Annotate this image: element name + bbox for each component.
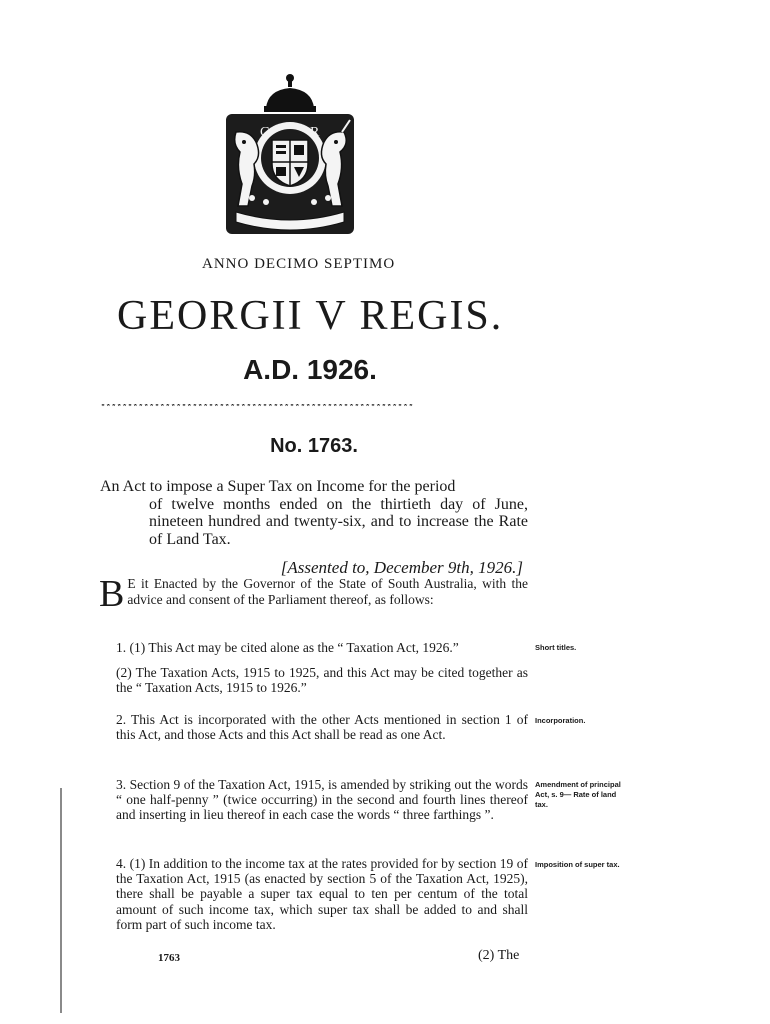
section-text: 3. Section 9 of the Taxation Act, 1915, is amended by striking out the words “ one half-penny ” (twice occurring) in the second and fourth lines thereof and inserting in lieu thereof in each case the words “ three farthings ”.: [116, 777, 528, 823]
section-text: 1. (1) This Act may be cited alone as the “ Taxation Act, 1926.”: [116, 640, 459, 655]
monarch-title: GEORGII V REGIS.: [117, 293, 504, 339]
monogram-r: R: [310, 125, 320, 140]
margin-note-short-titles: Short titles.: [535, 643, 577, 652]
long-title-first-line: An Act to impose a Super Tax on Income for the period: [100, 478, 456, 495]
monogram-g: G: [260, 125, 271, 140]
section-text: 2. This Act is incorporated with the other Acts mentioned in section 1 of this Act, and those Acts and this Act shall be read as one Act.: [116, 712, 528, 743]
royal-coat-of-arms-icon: [222, 72, 358, 240]
page-number: 1763: [158, 952, 180, 964]
section-3: [100, 777, 528, 823]
margin-note-super-tax: Imposition of super tax.: [535, 860, 620, 869]
regnal-year-latin: ANNO DECIMO SEPTIMO: [202, 256, 396, 272]
enacting-clause: [99, 573, 528, 615]
section-text: 4. (1) In addition to the income tax at the rates provided for by section 19 of the Taxation Act, 1915 (as enacted by section 5 of the Taxation Act, 1925), there shall be payable a super tax equal to ten per centum of the total amount of such income tax, which super tax shall be added to and shall form part of such income tax.: [116, 856, 528, 932]
section-4-1: [100, 856, 528, 932]
section-1-1: [100, 640, 528, 655]
section-text: (2) The Taxation Acts, 1915 to 1925, and this Act may be cited together as the “ Taxation Acts, 1915 to 1926.”: [116, 665, 528, 696]
enacting-text: E it Enacted by the Governor of the State of South Australia, with the advice and consent of the Parliament thereof, as follows:: [127, 576, 528, 607]
act-number: No. 1763.: [270, 435, 358, 457]
long-title: [100, 478, 528, 548]
section-2: [100, 712, 528, 742]
assent-date: [Assented to, December 9th, 1926.]: [280, 558, 523, 577]
catchword: (2) The: [478, 948, 520, 963]
year-heading: A.D. 1926.: [243, 354, 377, 385]
drop-cap: B: [99, 573, 125, 615]
margin-note-amendment: Amendment of principal Act, s. 9— Rate of land tax.: [535, 780, 621, 809]
star-divider: **********************************************************: [100, 404, 414, 414]
long-title-continuation: of twelve months ended on the thirtieth day of June, nineteen hundred and twenty-six, and to increase the Rate of Land Tax.: [149, 495, 528, 548]
margin-note-incorporation: Incorporation.: [535, 716, 586, 725]
section-1-2: [100, 665, 528, 695]
scan-edge-line: [60, 788, 62, 1013]
